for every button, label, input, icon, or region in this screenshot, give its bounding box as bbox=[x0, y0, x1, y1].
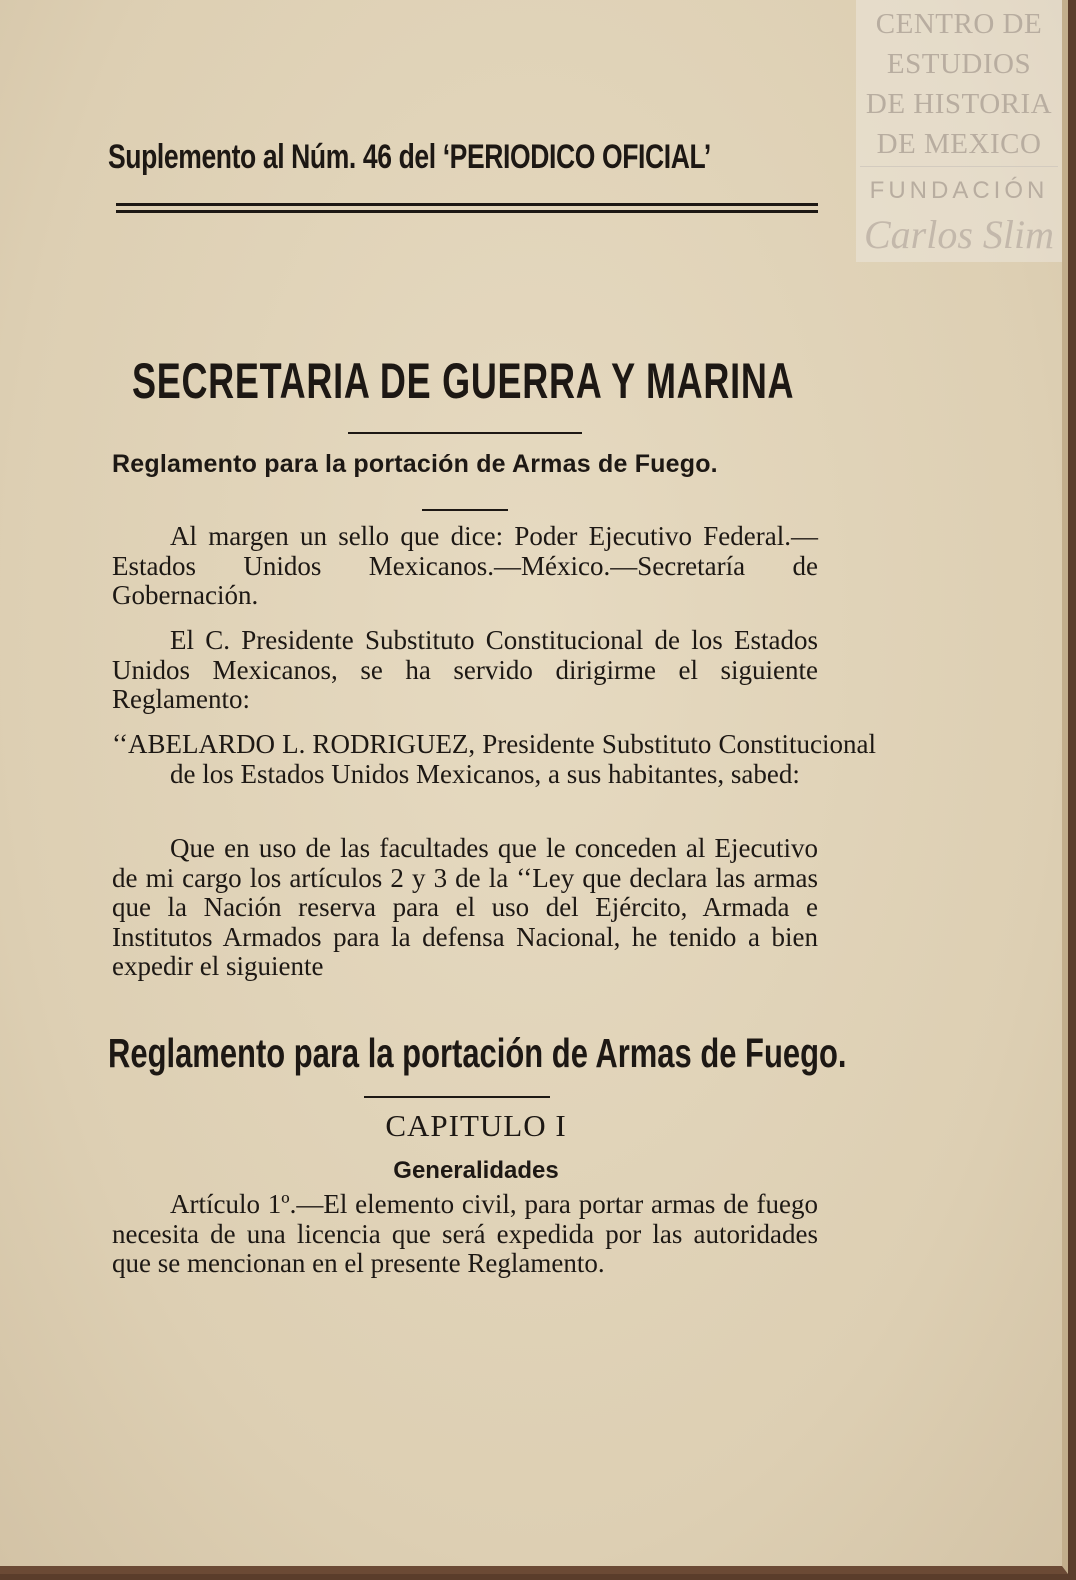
chapter-heading: CAPITULO I bbox=[385, 1108, 567, 1143]
archive-watermark bbox=[856, 0, 1062, 262]
watermark-line-1: CENTRO DE bbox=[875, 8, 1043, 40]
title-divider bbox=[348, 432, 582, 434]
regulation-title: Reglamento para la portación de Armas de Fuego. bbox=[108, 1030, 847, 1076]
regulation-divider bbox=[364, 1096, 550, 1098]
paragraph-faculties: Que en uso de las facultades que le conceden al Ejecutivo de mi cargo los artículos 2 y 3 de la ‘‘Ley que declara las armas que la Nación reserva para el uso del Ejército, Armada e Institutos Armados para la defensa Nacional, he tenido a bien expedir el siguiente bbox=[112, 833, 818, 981]
watermark-line-3: DE HISTORIA bbox=[865, 88, 1053, 120]
paragraph-abelardo: ‘‘ABELARDO L. RODRIGUEZ, Presidente Substituto Constitucional de los Estados Unidos Mexicanos, a sus habitantes, sabed: bbox=[112, 729, 876, 789]
paragraph-president: El C. Presidente Substituto Constitucional de los Estados Unidos Mexicanos, se ha servido dirigirme el siguiente Reglamento: bbox=[112, 625, 818, 714]
watermark-line-4: DE MEXICO bbox=[876, 128, 1042, 160]
header-double-rule bbox=[116, 203, 818, 213]
paragraph-seal: Al margen un sello que dice: Poder Ejecutivo Federal.—Estados Unidos Mexicanos.—México.—Secretaría de Gobernación. bbox=[112, 521, 818, 610]
watermark-divider bbox=[860, 166, 1058, 167]
subtitle-divider bbox=[422, 509, 508, 511]
watermark-signature: Carlos Slim bbox=[863, 212, 1055, 257]
regulation-subtitle: Reglamento para la portación de Armas de Fuego. bbox=[112, 450, 718, 478]
watermark-foundation: FUNDACIÓN bbox=[869, 177, 1049, 204]
department-title: SECRETARIA DE GUERRA Y MARINA bbox=[132, 353, 795, 409]
chapter-subtitle: Generalidades bbox=[393, 1157, 559, 1184]
supplement-header: Suplemento al Núm. 46 del ‘PERIODICO OFICIAL’ bbox=[108, 138, 711, 176]
watermark-line-2: ESTUDIOS bbox=[886, 48, 1032, 80]
article-1: Artículo 1º.—El elemento civil, para portar armas de fuego necesita de una licencia que será expedida por las autoridades que se mencionan en el presente Reglamento. bbox=[112, 1189, 818, 1278]
